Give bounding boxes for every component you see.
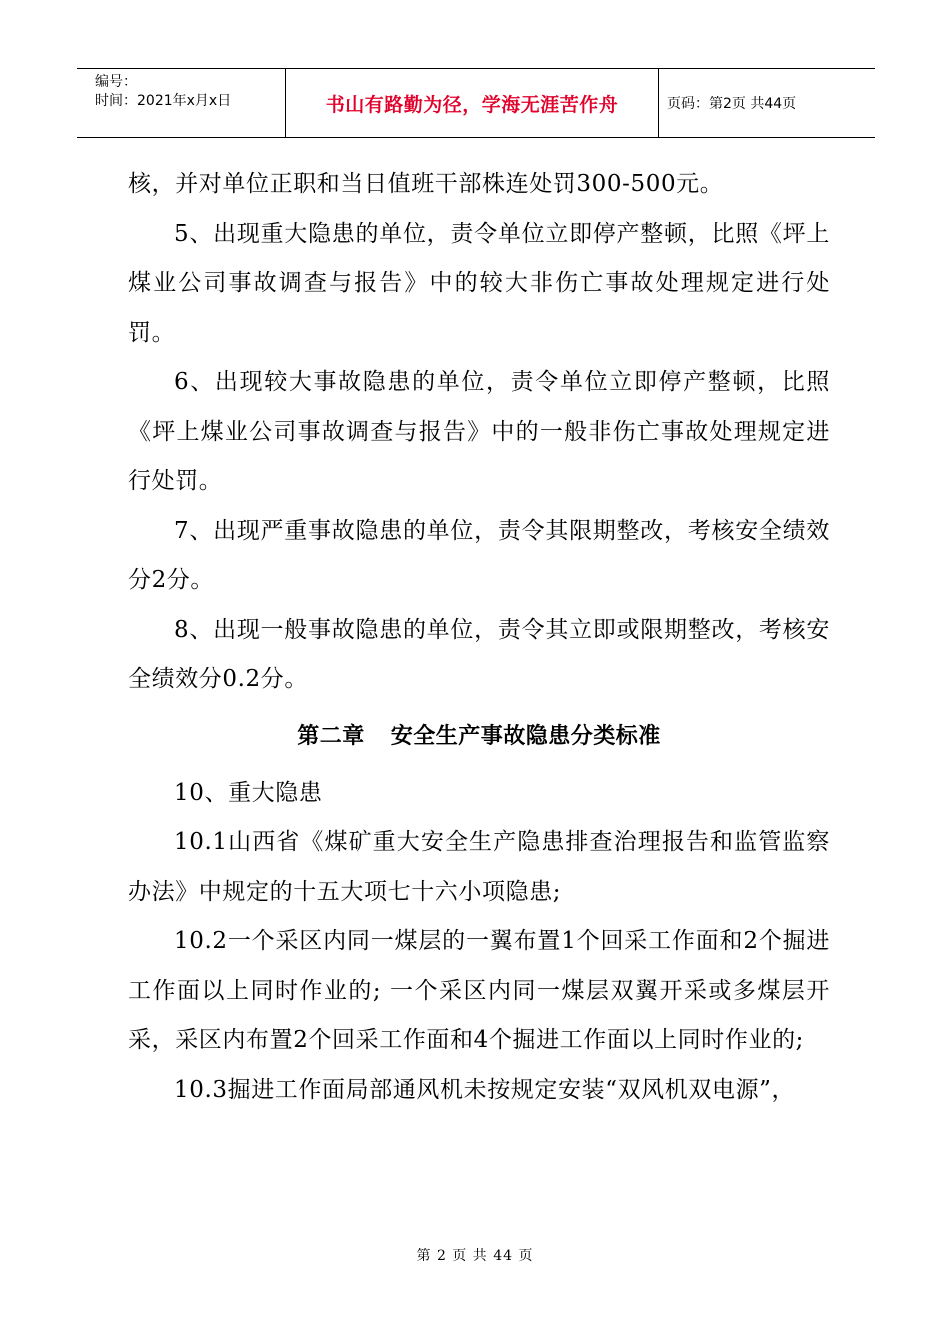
paragraph: 核，并对单位正职和当日值班干部株连处罚300-500元。 — [128, 171, 724, 197]
section-heading: 10、重大隐患 — [174, 779, 323, 806]
document-number-label: 编号： — [95, 74, 137, 90]
document-header — [77, 68, 875, 138]
header-motto: 书山有路勤为径，学海无涯苦作舟 — [285, 69, 659, 137]
chapter-title: 安全生产事故隐患分类标准 — [390, 723, 661, 749]
paragraph: 7、出现严重事故隐患的单位，责令其限期整改，考核安全绩效分2分。 — [128, 517, 830, 593]
header-page-info: 页码：第2页 共44页 — [667, 96, 797, 112]
document-body — [128, 160, 830, 1115]
document-time: 时间：2021年x月x日 — [95, 93, 232, 109]
paragraph: 8、出现一般事故隐患的单位，责令其立即或限期整改，考核安全绩效分0.2分。 — [128, 616, 830, 692]
paragraph: 10.2一个采区内同一煤层的一翼布置1个回采工作面和2个掘进工作面以上同时作业的; 一个采区内同一煤层双翼开采或多煤层开采，采区内布置2个回采工作面和4个掘进工作面以上同时作业的; — [128, 928, 830, 1053]
paragraph: 10.1山西省《煤矿重大安全生产隐患排查治理报告和监管监察办法》中规定的十五大项七十六小项隐患; — [128, 829, 830, 905]
page-footer: 第 2 页 共 44 页 — [416, 1248, 534, 1264]
paragraph: 6、出现较大事故隐患的单位，责令单位立即停产整顿，比照《坪上煤业公司事故调查与报告》中的一般非伤亡事故处理规定进行处罚。 — [128, 369, 830, 494]
paragraph: 10.3掘进工作面局部通风机未按规定安装“双风机双电源”， — [174, 1076, 796, 1103]
chapter-number: 第二章 — [297, 723, 365, 749]
paragraph: 5、出现重大隐患的单位，责令单位立即停产整顿，比照《坪上煤业公司事故调查与报告》中的较大非伤亡事故处理规定进行处罚。 — [128, 220, 830, 346]
header-meta — [77, 69, 285, 137]
chapter-heading — [128, 705, 830, 769]
